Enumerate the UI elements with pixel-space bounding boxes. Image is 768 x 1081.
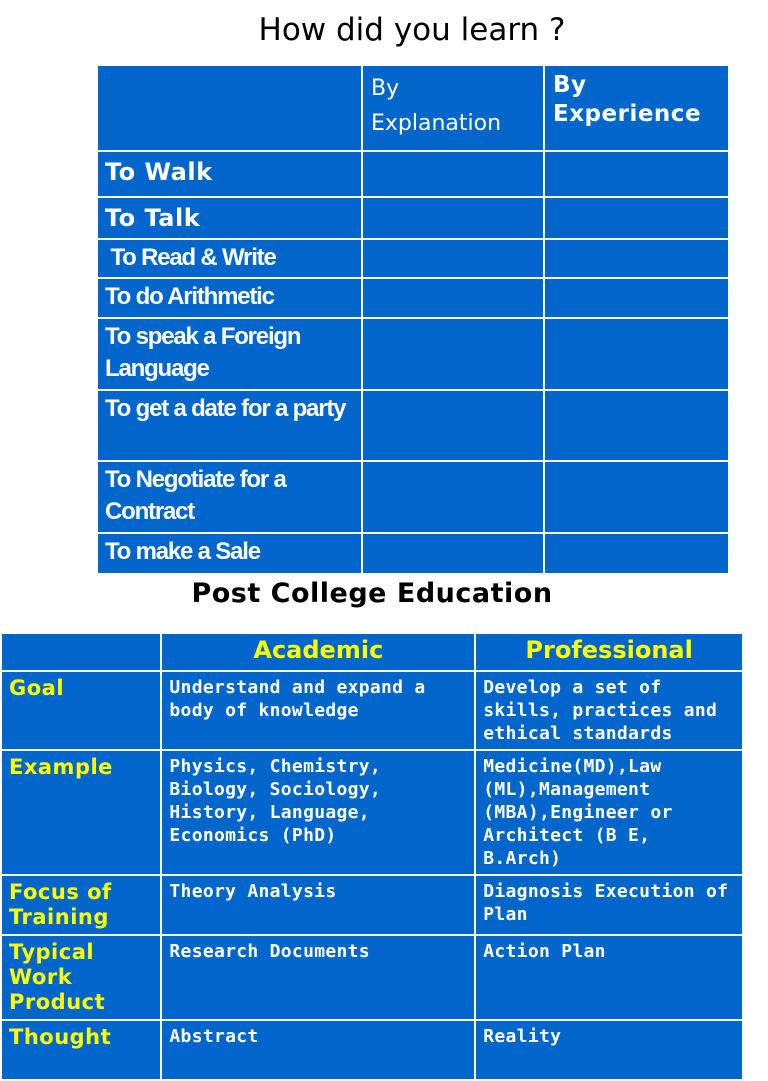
table-row: [97, 197, 729, 239]
explanation-cell: [362, 151, 544, 197]
explanation-cell: [362, 197, 544, 239]
table-row: [97, 278, 729, 318]
row-label: To Read & Write: [97, 239, 362, 278]
table-header-row: [1, 633, 743, 671]
page-title: How did you learn ?: [258, 12, 566, 48]
explanation-cell: [362, 239, 544, 278]
explanation-cell: [362, 390, 544, 461]
row-label: To get a date for a party: [97, 390, 362, 461]
row-label: To make a Sale: [97, 533, 362, 574]
row-label: Thought: [1, 1020, 161, 1080]
table-row: [97, 151, 729, 197]
row-label: To Negotiate for a Contract: [97, 461, 362, 533]
education-table: [0, 632, 744, 1081]
row-label: Typical Work Product: [1, 935, 161, 1020]
explanation-cell: [362, 278, 544, 318]
row-label: Goal: [1, 671, 161, 750]
header-academic: Academic: [161, 633, 475, 671]
experience-cell: [544, 239, 729, 278]
row-label: Focus of Training: [1, 875, 161, 935]
header-line: By: [553, 72, 587, 98]
table-row: [1, 671, 743, 750]
explanation-cell: [362, 461, 544, 533]
professional-cell: Develop a set of skills, practices and ethical standards: [475, 671, 743, 750]
table-row: [97, 533, 729, 574]
section-title: Post College Education: [191, 578, 553, 609]
explanation-cell: [362, 533, 544, 574]
experience-cell: [544, 533, 729, 574]
learning-table: [96, 64, 730, 575]
experience-cell: [544, 318, 729, 390]
table-row: [1, 750, 743, 875]
header-by-explanation: [362, 65, 544, 151]
row-label: Example: [1, 750, 161, 875]
header-empty-cell: [97, 65, 362, 151]
table-row: [97, 390, 729, 461]
row-label: To do Arithmetic: [97, 278, 362, 318]
experience-cell: [544, 278, 729, 318]
table-row: [1, 935, 743, 1020]
header-line: Explanation: [371, 111, 502, 136]
row-label: To Talk: [97, 197, 362, 239]
experience-cell: [544, 461, 729, 533]
experience-cell: [544, 197, 729, 239]
row-label: To Walk: [97, 151, 362, 197]
experience-cell: [544, 151, 729, 197]
table-row: [97, 239, 729, 278]
academic-cell: Research Documents: [161, 935, 475, 1020]
table-row: [1, 1020, 743, 1080]
professional-cell: Medicine(MD),Law (ML),Management (MBA),Engineer or Architect (B E, B.Arch): [475, 750, 743, 875]
explanation-cell: [362, 318, 544, 390]
table-row: [97, 461, 729, 533]
table-row: [97, 318, 729, 390]
header-professional: Professional: [475, 633, 743, 671]
header-by-experience: [544, 65, 729, 151]
academic-cell: Physics, Chemistry, Biology, Sociology, History, Language, Economics (PhD): [161, 750, 475, 875]
academic-cell: Abstract: [161, 1020, 475, 1080]
professional-cell: Diagnosis Execution of Plan: [475, 875, 743, 935]
header-line: Experience: [553, 101, 702, 127]
row-label: To speak a Foreign Language: [97, 318, 362, 390]
academic-cell: Theory Analysis: [161, 875, 475, 935]
academic-cell: Understand and expand a body of knowledge: [161, 671, 475, 750]
table-row: [1, 875, 743, 935]
professional-cell: Action Plan: [475, 935, 743, 1020]
table-header-row: [97, 65, 729, 151]
experience-cell: [544, 390, 729, 461]
header-line: By: [371, 76, 400, 101]
professional-cell: Reality: [475, 1020, 743, 1080]
header-empty-cell: [1, 633, 161, 671]
